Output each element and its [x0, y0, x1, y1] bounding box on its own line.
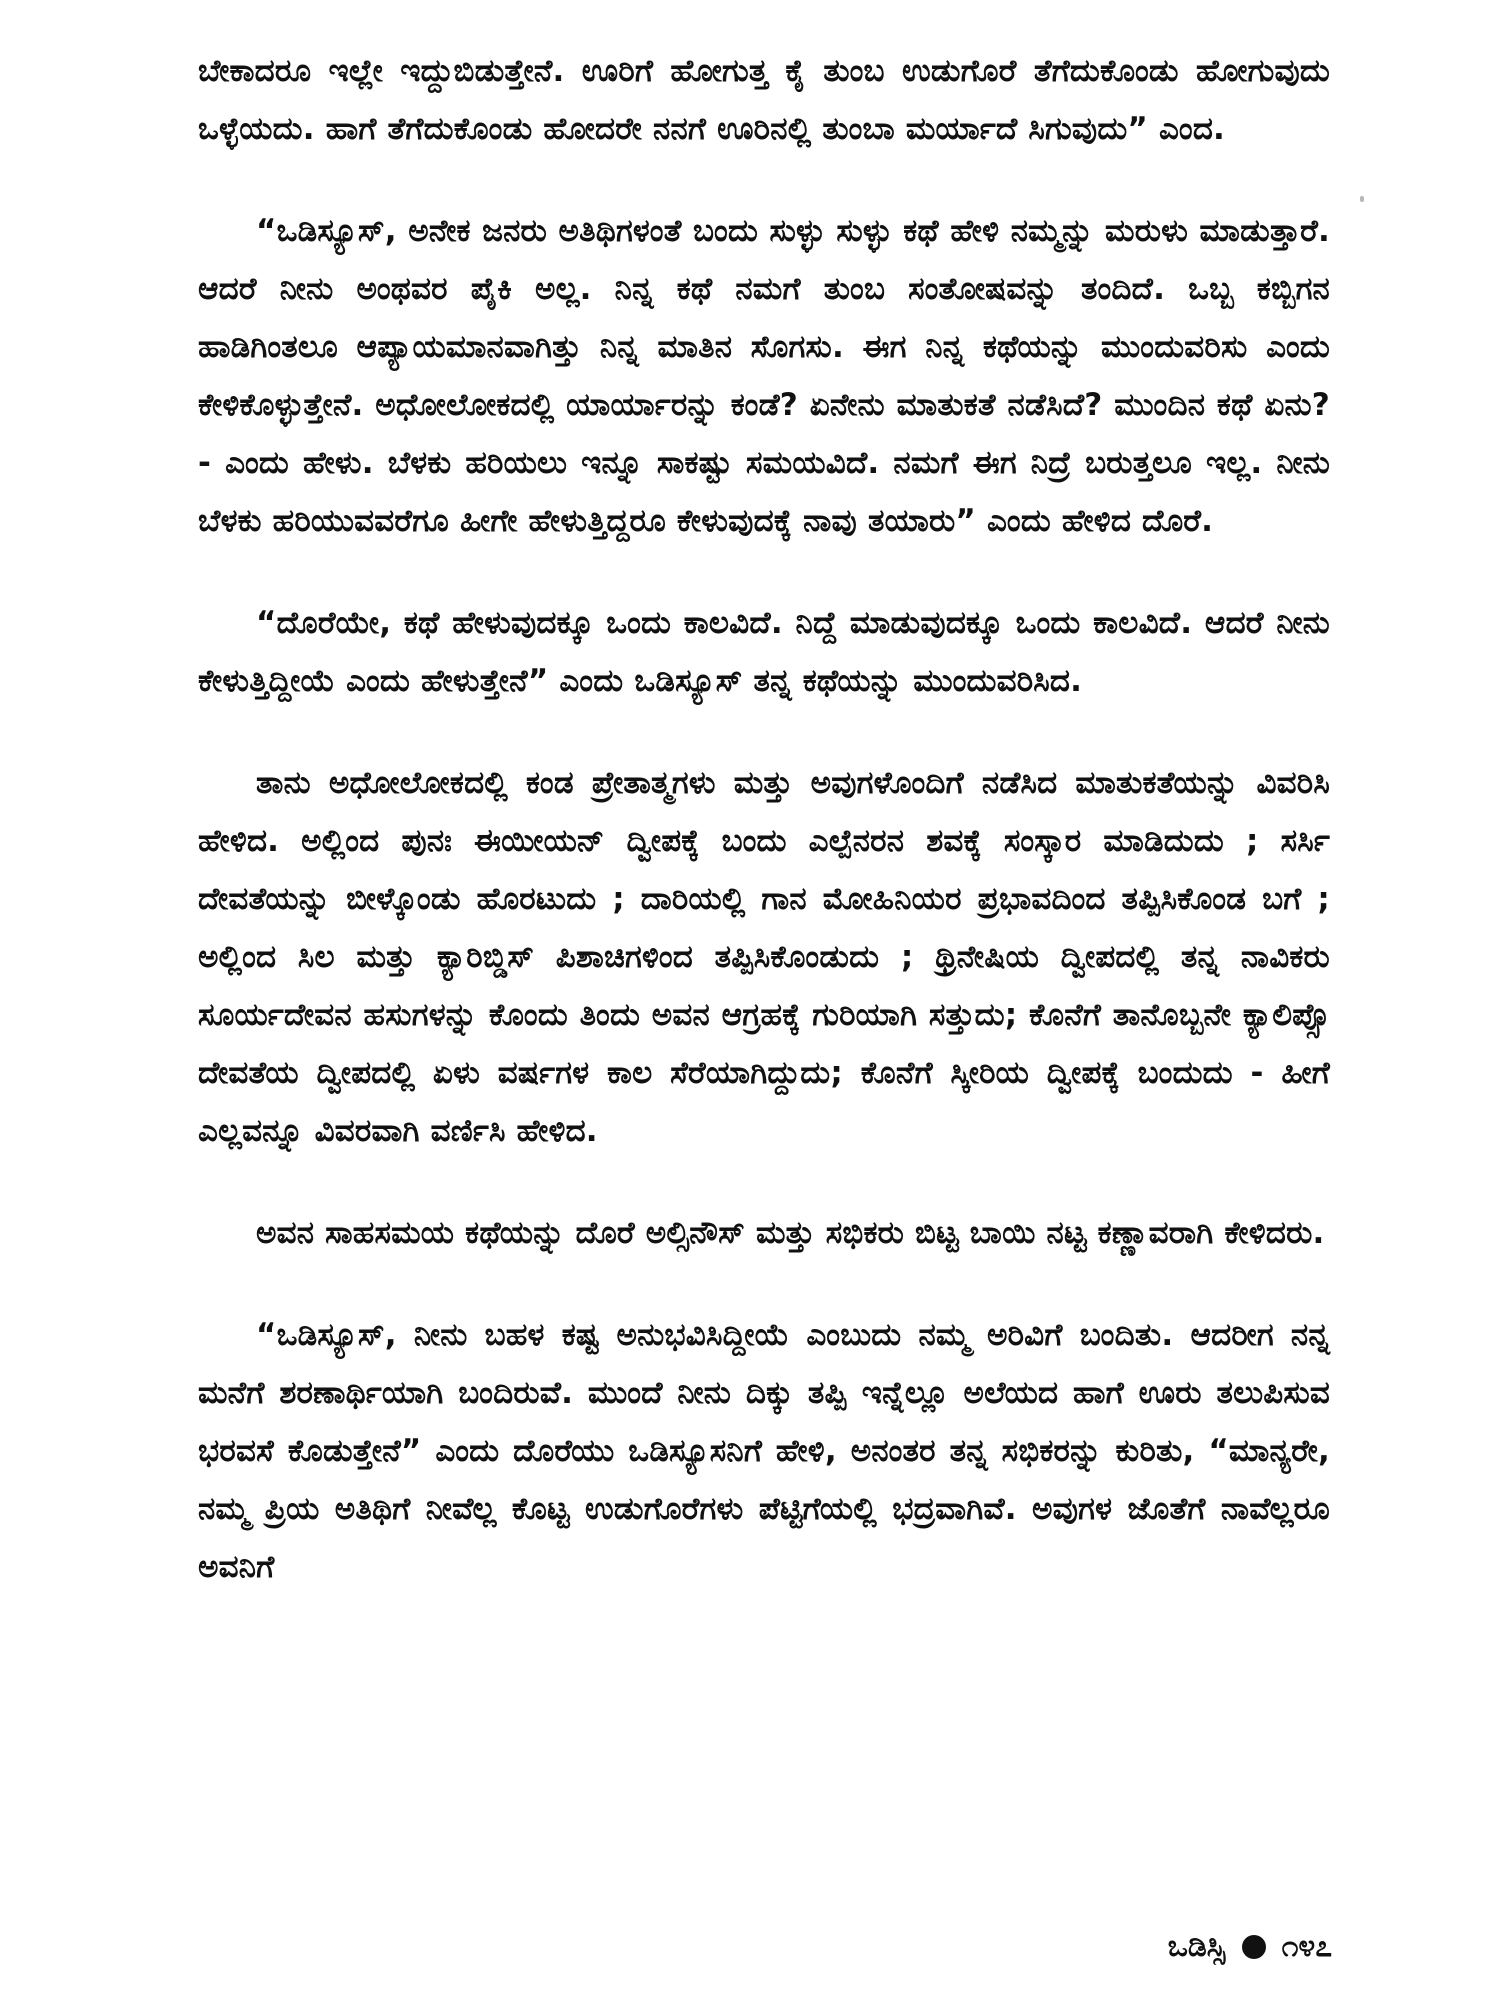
paragraph-continuation: ಬೇಕಾದರೂ ಇಲ್ಲೇ ಇದ್ದುಬಿಡುತ್ತೇನೆ. ಊರಿಗೆ ಹೋಗುತ್ತ ಕೈ ತುಂಬ ಉಡುಗೊರೆ ತೆಗೆದುಕೊಂಡು ಹೋಗುವುದು ಒಳ್ಳೆಯದು. ಹಾಗೆ ತೆಗೆದುಕೊಂಡು ಹೋದರೇ ನನಗೆ ಊರಿನಲ್ಲಿ ತುಂಬಾ ಮರ್ಯಾದೆ ಸಿಗುವುದು” ಎಂದ. [198, 53, 1330, 147]
page-footer [1168, 1929, 1332, 1964]
scan-speck [1360, 196, 1364, 202]
paragraph-odysseus-reply: “ದೊರೆಯೇ, ಕಥೆ ಹೇಳುವುದಕ್ಕೂ ಒಂದು ಕಾಲವಿದೆ. ನಿದ್ದೆ ಮಾಡುವುದಕ್ಕೂ ಒಂದು ಕಾಲವಿದೆ. ಆದರೆ ನೀನು ಕೇಳುತ್ತಿದ್ದೀಯೆ ಎಂದು ಹೇಳುತ್ತೇನೆ” ಎಂದು ಒಡಿಸ್ಯೂಸ್ ತನ್ನ ಕಥೆಯನ್ನು ಮುಂದುವರಿಸಿದ. [198, 605, 1330, 699]
bullet-dot-icon [1242, 1935, 1266, 1959]
page-number: ೧೪೭ [1281, 1929, 1332, 1964]
paragraph-king-speech: “ಒಡಿಸ್ಯೂಸ್, ಅನೇಕ ಜನರು ಅತಿಥಿಗಳಂತೆ ಬಂದು ಸುಳ್ಳು ಸುಳ್ಳು ಕಥೆ ಹೇಳಿ ನಮ್ಮನ್ನು ಮರುಳು ಮಾಡುತ್ತಾರೆ. ಆದರೆ ನೀನು ಅಂಥವರ ಪೈಕಿ ಅಲ್ಲ. ನಿನ್ನ ಕಥೆ ನಮಗೆ ತುಂಬ ಸಂತೋಷವನ್ನು ತಂದಿದೆ. ಒಬ್ಬ ಕಬ್ಬಿಗನ ಹಾಡಿಗಿಂತಲೂ ಆಪ್ಯಾಯಮಾನವಾಗಿತ್ತು ನಿನ್ನ ಮಾತಿನ ಸೊಗಸು. ಈಗ ನಿನ್ನ ಕಥೆಯನ್ನು ಮುಂದುವರಿಸು ಎಂದು ಕೇಳಿಕೊಳ್ಳುತ್ತೇನೆ. ಅಧೋಲೋಕದಲ್ಲಿ ಯಾರ್ಯಾರನ್ನು ಕಂಡೆ? ಏನೇನು ಮಾತುಕತೆ ನಡೆಸಿದೆ? ಮುಂದಿನ ಕಥೆ ಏನು? - ಎಂದು ಹೇಳು. ಬೆಳಕು ಹರಿಯಲು ಇನ್ನೂ ಸಾಕಷ್ಟು ಸಮಯವಿದೆ. ನಮಗೆ ಈಗ ನಿದ್ರೆ ಬರುತ್ತಲೂ ಇಲ್ಲ. ನೀನು ಬೆಳಕು ಹರಿಯುವವರೆಗೂ ಹೀಗೇ ಹೇಳುತ್ತಿದ್ದರೂ ಕೇಳುವುದಕ್ಕೆ ನಾವು ತಯಾರು” ಎಂದು ಹೇಳಿದ ದೊರೆ. [198, 213, 1330, 539]
paragraph-audience-reaction: ಅವನ ಸಾಹಸಮಯ ಕಥೆಯನ್ನು ದೊರೆ ಅಲ್ಸಿನೌಸ್ ಮತ್ತು ಸಭಿಕರು ಬಿಟ್ಟ ಬಾಯಿ ನಟ್ಟ ಕಣ್ಣಾವರಾಗಿ ಕೇಳಿದರು. [256, 1215, 1325, 1251]
book-title: ಒಡಿಸ್ಸಿ [1167, 1929, 1226, 1964]
paragraph-journey-summary: ತಾನು ಅಧೋಲೋಕದಲ್ಲಿ ಕಂಡ ಪ್ರೇತಾತ್ಮಗಳು ಮತ್ತು ಅವುಗಳೊಂದಿಗೆ ನಡೆಸಿದ ಮಾತುಕತೆಯನ್ನು ವಿವರಿಸಿ ಹೇಳಿದ. ಅಲ್ಲಿಂದ ಪುನಃ ಈಯೀಯನ್ ದ್ವೀಪಕ್ಕೆ ಬಂದು ಎಲ್ಪೆನರನ ಶವಕ್ಕೆ ಸಂಸ್ಕಾರ ಮಾಡಿದುದು ; ಸರ್ಸಿ ದೇವತೆಯನ್ನು ಬೀಳ್ಕೊಂಡು ಹೊರಟುದು ; ದಾರಿಯಲ್ಲಿ ಗಾನ ಮೋಹಿನಿಯರ ಪ್ರಭಾವದಿಂದ ತಪ್ಪಿಸಿಕೊಂಡ ಬಗೆ ; ಅಲ್ಲಿಂದ ಸಿಲ ಮತ್ತು ಕ್ಯಾರಿಬ್ಡಿಸ್ ಪಿಶಾಚಿಗಳಿಂದ ತಪ್ಪಿಸಿಕೊಂಡುದು ; ಥ್ರಿನೇಷಿಯ ದ್ವೀಪದಲ್ಲಿ ತನ್ನ ನಾವಿಕರು ಸೂರ್ಯದೇವನ ಹಸುಗಳನ್ನು ಕೊಂದು ತಿಂದು ಅವನ ಆಗ್ರಹಕ್ಕೆ ಗುರಿಯಾಗಿ ಸತ್ತುದು; ಕೊನೆಗೆ ತಾನೊಬ್ಬನೇ ಕ್ಯಾಲಿಪ್ಸೊ ದೇವತೆಯ ದ್ವೀಪದಲ್ಲಿ ಏಳು ವರ್ಷಗಳ ಕಾಲ ಸೆರೆಯಾಗಿದ್ದುದು; ಕೊನೆಗೆ ಸ್ಕೀರಿಯ ದ್ವೀಪಕ್ಕೆ ಬಂದುದು - ಹೀಗೆ ಎಲ್ಲವನ್ನೂ ವಿವರವಾಗಿ ವರ್ಣಿಸಿ ಹೇಳಿದ. [198, 765, 1330, 1149]
paragraph-king-promise: “ಒಡಿಸ್ಯೂಸ್, ನೀನು ಬಹಳ ಕಷ್ಟ ಅನುಭವಿಸಿದ್ದೀಯೆ ಎಂಬುದು ನಮ್ಮ ಅರಿವಿಗೆ ಬಂದಿತು. ಆದರೀಗ ನನ್ನ ಮನೆಗೆ ಶರಣಾರ್ಥಿಯಾಗಿ ಬಂದಿರುವೆ. ಮುಂದೆ ನೀನು ದಿಕ್ಕು ತಪ್ಪಿ ಇನ್ನೆಲ್ಲೂ ಅಲೆಯದ ಹಾಗೆ ಊರು ತಲುಪಿಸುವ ಭರವಸೆ ಕೊಡುತ್ತೇನೆ” ಎಂದು ದೊರೆಯು ಒಡಿಸ್ಯೂಸನಿಗೆ ಹೇಳಿ, ಅನಂತರ ತನ್ನ ಸಭಿಕರನ್ನು ಕುರಿತು, “ಮಾನ್ಯರೇ, ನಮ್ಮ ಪ್ರಿಯ ಅತಿಥಿಗೆ ನೀವೆಲ್ಲ ಕೊಟ್ಟ ಉಡುಗೊರೆಗಳು ಪೆಟ್ಟಿಗೆಯಲ್ಲಿ ಭದ್ರವಾಗಿವೆ. ಅವುಗಳ ಜೊತೆಗೆ ನಾವೆಲ್ಲರೂ ಅವನಿಗೆ [198, 1317, 1330, 1585]
document-body [198, 42, 1330, 1640]
